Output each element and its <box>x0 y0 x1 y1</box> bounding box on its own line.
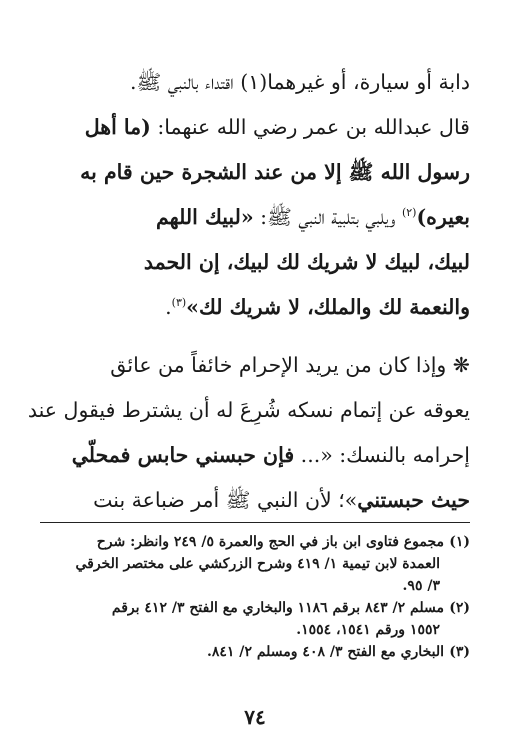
quote-span: بعيره) <box>416 205 470 229</box>
footnote-text: العمدة لابن تيمية ١/ ٤١٩ وشرح الزركشي على مختصر الخرقي <box>75 556 440 572</box>
page-number: ٧٤ <box>244 705 266 729</box>
quote-span: «لبيك اللهم <box>155 205 254 229</box>
quote-span: (ما أهل <box>84 115 151 139</box>
text-line <box>40 433 470 478</box>
text-line <box>40 343 470 388</box>
quote-span: فإن حبسني حابس فمحلّي <box>71 443 295 467</box>
text-span: إحرامه بالنسك: «... <box>294 443 470 467</box>
text-line <box>40 60 470 105</box>
text-span: دابة أو سيارة، أو غيرهما(١) اقتداء بالنبي ﷺ. <box>129 70 470 94</box>
footnote <box>40 531 470 597</box>
footnote-ref: (٣) <box>171 296 187 310</box>
footnotes <box>40 531 470 663</box>
footnote-text: مجموع فتاوى ابن باز في الحج والعمرة ٥/ ٢٤٩ وانظر: شرح <box>96 534 444 550</box>
footnote-text: ٣/ ٩٥. <box>402 578 440 594</box>
text-span: قال عبدالله بن عمر رضي الله عنهما: <box>150 115 470 139</box>
text-span: ❋ وإذا كان من يريد الإحرام خائفاً من عائق <box>110 353 470 377</box>
text-line <box>40 478 470 523</box>
quote-span: لبيك، لبيك لا شريك لك لبيك، إن الحمد <box>143 250 470 274</box>
footnote-number: (٢) <box>449 600 470 616</box>
text-line <box>40 195 470 240</box>
paragraph-gap <box>40 330 470 343</box>
text-span: ويلبي بتلبية النبي ﷺ: <box>253 205 402 229</box>
footnote <box>40 597 470 641</box>
main-text <box>27 60 470 523</box>
footnote-text: مسلم ٢/ ٨٤٣ برقم ١١٨٦ والبخاري مع الفتح ٣/ ٤١٢ برقم <box>111 600 444 616</box>
text-span: »؛ لأن النبي ﷺ أمر ضباعة بنت <box>93 488 358 512</box>
footnote-number: (٣) <box>449 644 470 660</box>
footnote-text: البخاري مع الفتح ٣/ ٤٠٨ ومسلم ٢/ ٨٤١. <box>207 644 444 660</box>
footnote-ref: (٢) <box>401 206 417 220</box>
text-line <box>40 150 470 195</box>
quote-span: رسول الله ﷺ إلا من عند الشجرة حين قام به <box>80 160 470 184</box>
footnote-text: ١٥٥٢ ورقم ١٥٤١، ١٥٥٤. <box>296 622 440 638</box>
footnote-number: (١) <box>449 534 470 550</box>
text-line <box>40 285 470 330</box>
quote-span: حيث حبستني <box>357 488 470 512</box>
text-line <box>40 240 470 285</box>
footnote-divider <box>40 522 470 523</box>
footnote <box>40 641 470 663</box>
text-line <box>27 388 470 433</box>
quote-span: والنعمة لك والملك، لا شريك لك» <box>186 295 470 319</box>
text-line <box>40 105 470 150</box>
text-span: . <box>165 295 172 319</box>
text-span: يعوقه عن إتمام نسكه شُرِعَ له أن يشترط فيقول عند <box>27 398 470 422</box>
